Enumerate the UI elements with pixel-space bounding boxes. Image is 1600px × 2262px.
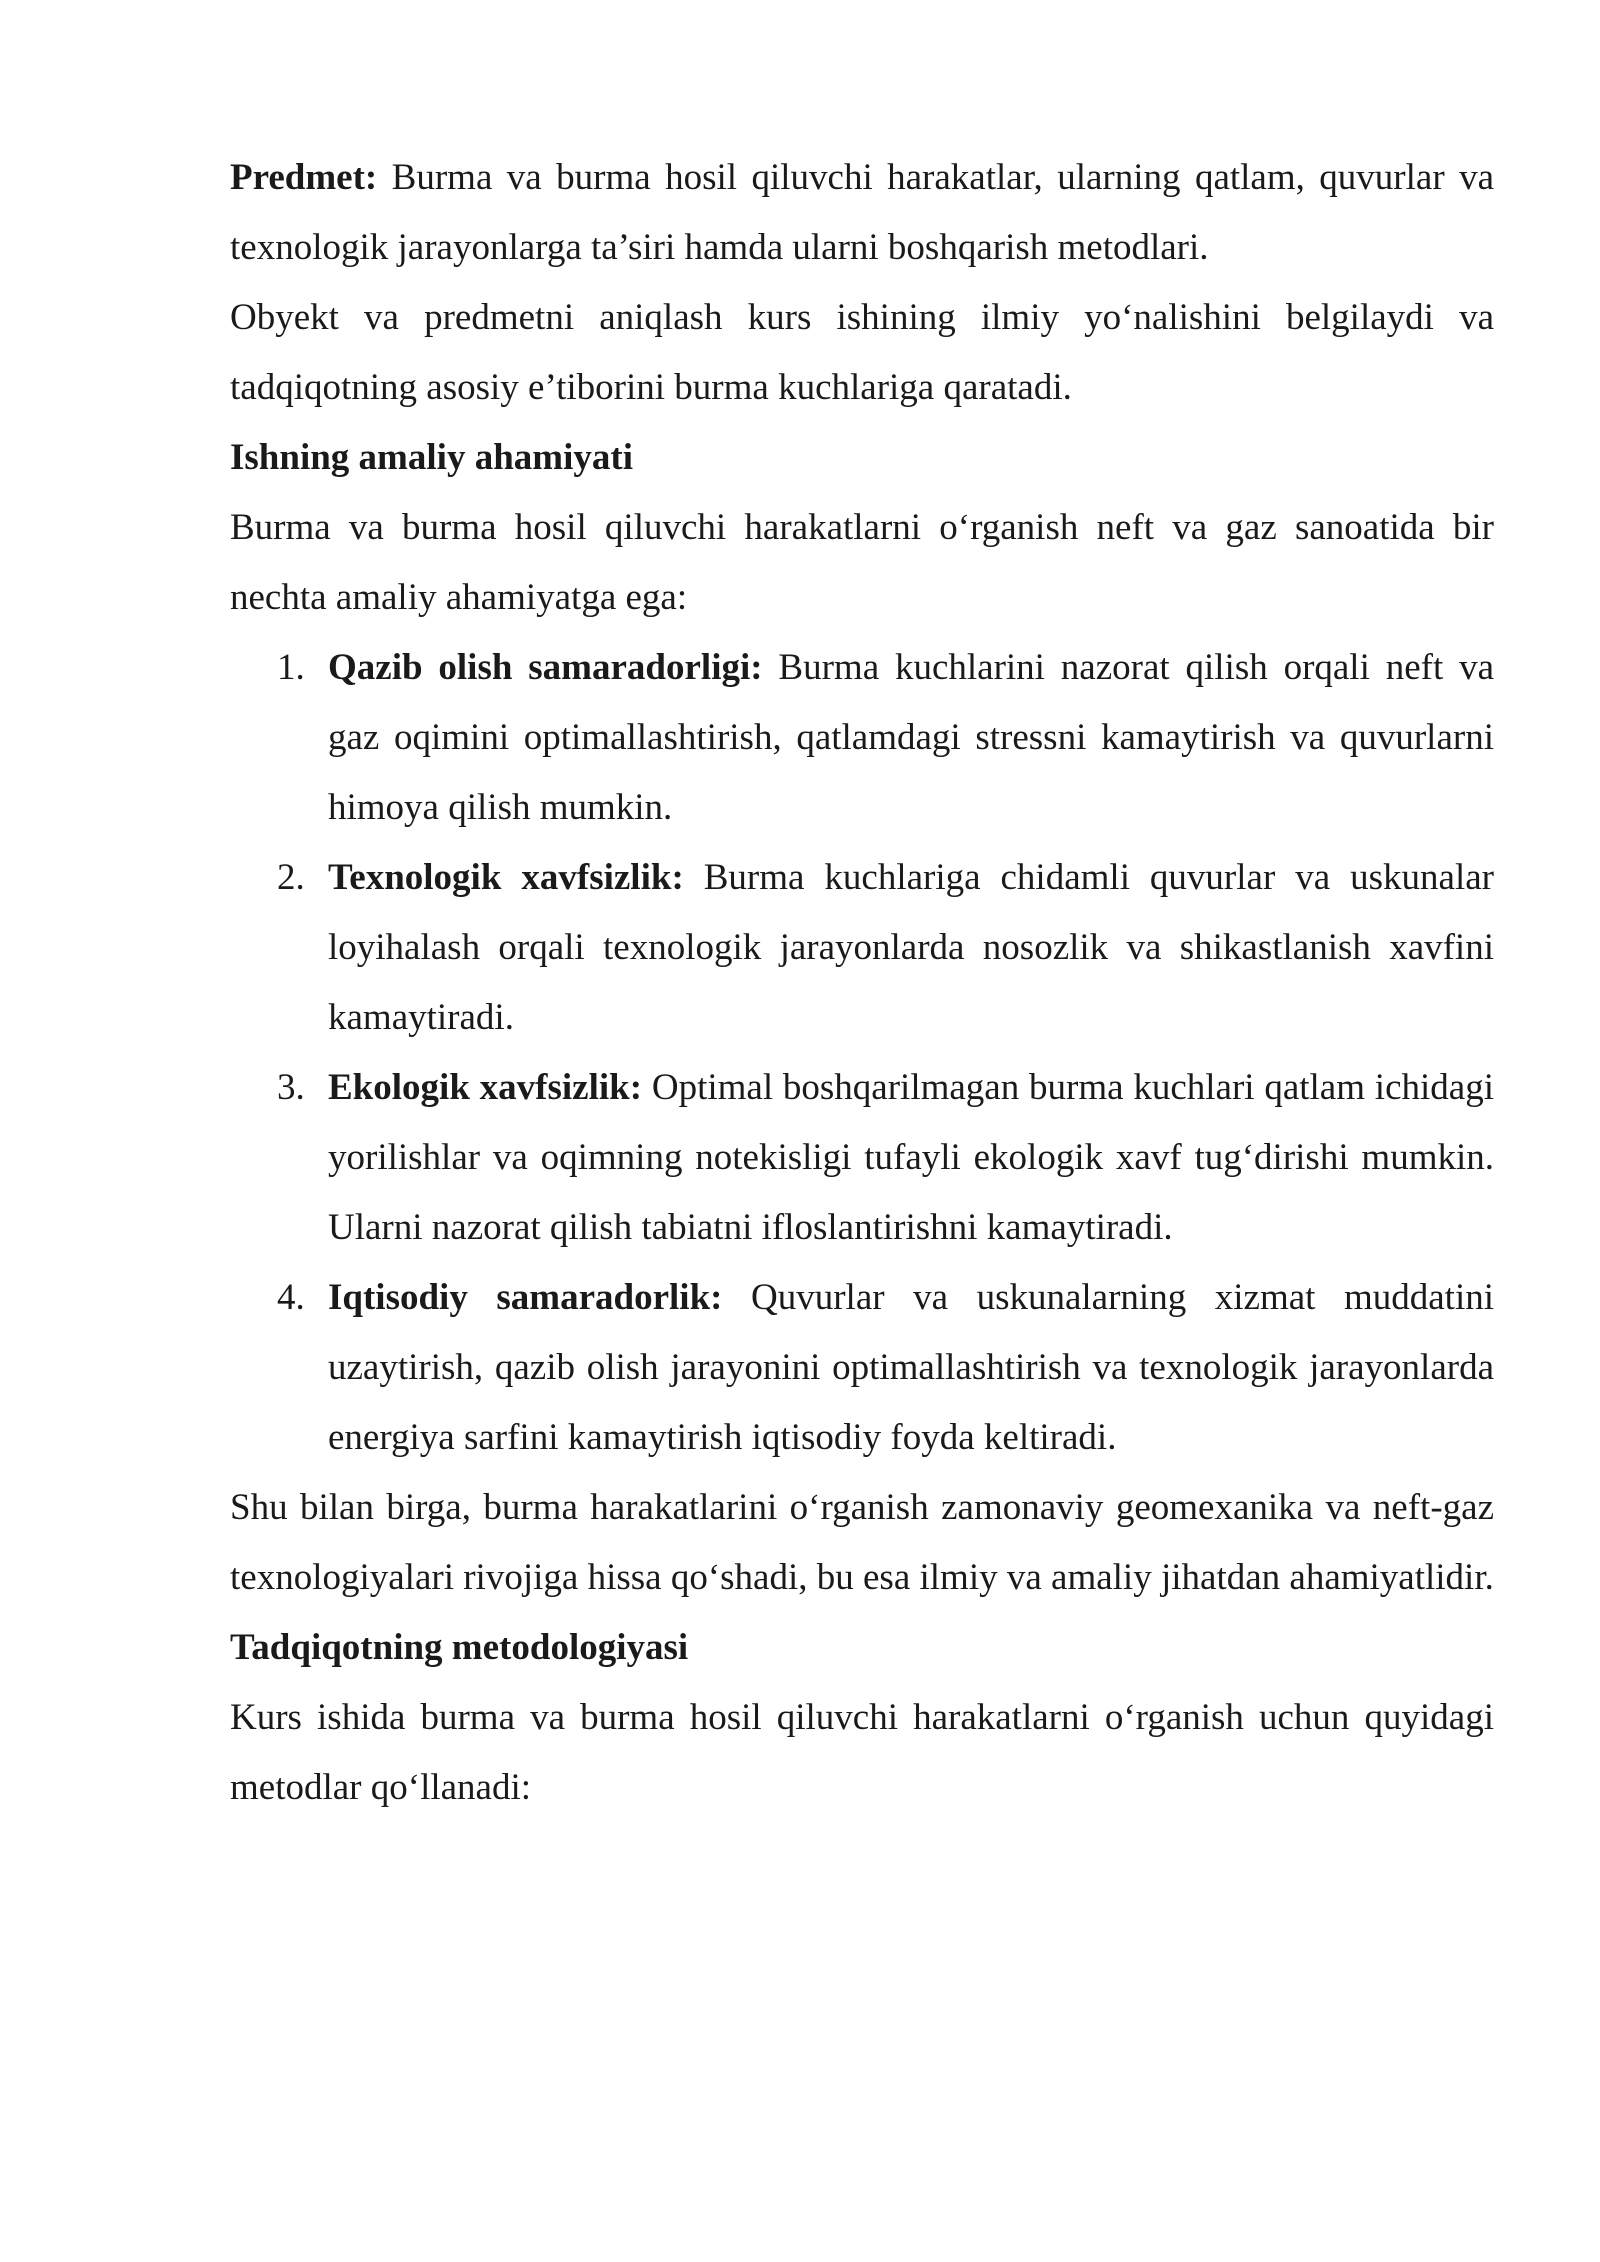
section-heading-methodology: Tadqiqotning metodologiyasi: [230, 1627, 689, 1668]
list-item: [230, 633, 1494, 843]
intro-paragraph: Obyekt va predmetni aniqlash kurs ishining ilmiy yo‘nalishini belgilaydi va tadqiqotning asosiy e’tiborini burma kuchlariga qaratadi.: [230, 297, 1494, 408]
methodology-lead-paragraph: Kurs ishida burma va burma hosil qiluvchi harakatlarni o‘rganish uchun quyidagi metodlar qo‘llanadi:: [230, 1697, 1494, 1808]
list-item-title: Qazib olish samaradorligi:: [328, 647, 763, 688]
list-item-number: 3.: [277, 1067, 305, 1108]
list-item-number: 1.: [277, 647, 305, 688]
list-item-title: Texnologik xavfsizlik:: [328, 857, 684, 898]
predmet-paragraph: [230, 143, 1494, 283]
list-item: [230, 1053, 1494, 1263]
predmet-text: Burma va burma hosil qiluvchi harakatlar, ularning qatlam, quvurlar va texnologik jarayonlarga ta’siri hamda ularni boshqarish metodlari.: [230, 157, 1494, 268]
predmet-label: Predmet:: [230, 157, 378, 198]
practical-list: [230, 633, 1494, 1473]
practical-closing-paragraph: Shu bilan birga, burma harakatlarini o‘rganish zamonaviy geomexanika va neft-gaz texnologiyalari rivojiga hissa qo‘shadi, bu esa ilmiy va amaliy jihatdan ahamiyatlidir.: [230, 1487, 1494, 1598]
list-item: [230, 843, 1494, 1053]
list-item-title: Ekologik xavfsizlik:: [328, 1067, 643, 1108]
practical-lead-paragraph: Burma va burma hosil qiluvchi harakatlarni o‘rganish neft va gaz sanoatida bir nechta amaliy ahamiyatga ega:: [230, 507, 1494, 618]
list-item-text: Burma kuchlariga chidamli quvurlar va uskunalar loyihalash orqali texnologik jarayonlarda nosozlik va shikastlanish xavfini kamaytiradi.: [328, 857, 1494, 1038]
list-item-text: Quvurlar va uskunalarning xizmat muddatini uzaytirish, qazib olish jarayonini optimallashtirish va texnologik jarayonlarda energiya sarfini kamaytirish iqtisodiy foyda keltiradi.: [328, 1277, 1495, 1458]
list-item: [230, 1263, 1494, 1473]
section-heading-practical: Ishning amaliy ahamiyati: [230, 437, 633, 478]
list-item-title: Iqtisodiy samaradorlik:: [328, 1277, 723, 1318]
list-item-text: Burma kuchlarini nazorat qilish orqali neft va gaz oqimini optimallashtirish, qatlamdagi stressni kamaytirish va quvurlarni himoya qilish mumkin.: [328, 647, 1494, 828]
document-page: [230, 143, 1494, 1823]
list-item-number: 2.: [277, 857, 305, 898]
list-item-number: 4.: [277, 1277, 305, 1318]
list-item-text: Optimal boshqarilmagan burma kuchlari qatlam ichidagi yorilishlar va oqimning notekisligi tufayli ekologik xavf tug‘dirishi mumkin. Ularni nazorat qilish tabiatni ifloslantirishni kamaytiradi.: [328, 1067, 1494, 1248]
